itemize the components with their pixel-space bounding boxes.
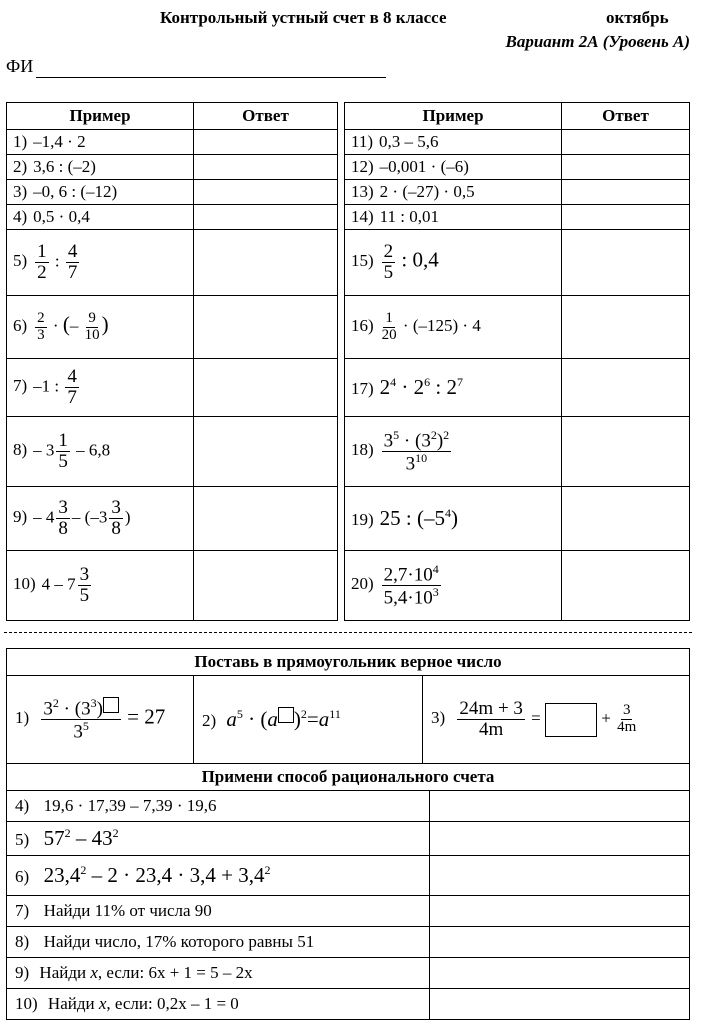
rational-task-7: 7) Найди 11% от числа 90 [7,896,430,927]
fill-task-1: 1) $\frac{3^2 \cdot (3^3)}{3^5}$ = 27 [7,676,194,764]
rational-answer-7[interactable] [430,896,690,927]
answer-header: Ответ [562,103,690,130]
variant-label: Вариант 2А (Уровень А) [505,32,690,51]
answer-cell-19[interactable] [562,487,690,551]
problem-1: 1) –1,4 · 2 [7,130,194,155]
rational-answer-8[interactable] [430,927,690,958]
example-header: Пример [345,103,562,130]
rational-task-4: 4) 19,6 · 17,39 – 7,39 · 19,6 [7,791,430,822]
answer-cell-1[interactable] [194,130,338,155]
answer-box[interactable] [545,703,597,737]
answer-cell-10[interactable] [194,551,338,621]
rational-table [6,790,690,1020]
answer-cell-6[interactable] [194,296,338,359]
answer-cell-8[interactable] [194,417,338,487]
fill-task-2: 2) $a^5 \cdot (a$ )$^2=a^{11}$ [194,676,423,764]
rational-task-10: 10) Найди x, если: 0,2x – 1 = 0 [7,989,430,1020]
fill-section-title: Поставь в прямоугольник верное число [7,649,690,676]
problem-8: 8) – 3 $\frac{1}{5}$ – 6,8 [7,417,194,487]
answer-cell-17[interactable] [562,359,690,417]
worksheet-title: Контрольный устный счет в 8 классе [160,8,447,27]
answer-cell-12[interactable] [562,155,690,180]
left-problems-table [6,102,338,621]
answer-cell-5[interactable] [194,230,338,296]
name-field[interactable] [36,77,386,78]
cut-line [4,632,692,633]
problem-10: 10) 4 – 7 $\frac{3}{5}$ [7,551,194,621]
blank-box[interactable] [278,707,294,723]
rational-answer-4[interactable] [430,791,690,822]
rational-answer-6[interactable] [430,856,690,896]
problem-12: 12) –0,001 · (–6) [345,155,562,180]
answer-cell-14[interactable] [562,205,690,230]
rational-task-8: 8) Найди число, 17% которого равны 51 [7,927,430,958]
example-header: Пример [7,103,194,130]
problem-18: 18) $\frac{3^5 \cdot (3^2)^2}{3^{10}}$ [345,417,562,487]
rational-task-9: 9) Найди x, если: 6x + 1 = 5 – 2x [7,958,430,989]
rational-answer-9[interactable] [430,958,690,989]
answer-cell-16[interactable] [562,296,690,359]
problem-13: 13) 2 · (–27) · 0,5 [345,180,562,205]
fill-task-3: 3) $\frac{24m + 3}{4m}$ = + $\frac{3}{4m}$ [423,676,690,764]
rational-task-6: 6) $23,4^2 - 2 \cdot 23,4 \cdot 3,4 + 3,4^2$ [7,856,430,896]
answer-cell-9[interactable] [194,487,338,551]
tasks-table [6,648,690,791]
problem-9: 9) – 4 $\frac{3}{8}$ – (–3 $\frac{3}{8}$ ) [7,487,194,551]
problem-3: 3) –0, 6 : (–12) [7,180,194,205]
problem-7: 7) –1 : $\frac{4}{7}$ [7,359,194,417]
rational-task-5: 5) $57^2 - 43^2$ [7,822,430,856]
problem-19: 19) 25 : $(-5^4)$ [345,487,562,551]
problem-15: 15) $\frac{2}{5}$ : 0,4 [345,230,562,296]
rational-answer-5[interactable] [430,822,690,856]
problem-5: 5) $\frac{1}{2}$ : $\frac{4}{7}$ [7,230,194,296]
answer-header: Ответ [194,103,338,130]
answer-cell-20[interactable] [562,551,690,621]
problem-4: 4) 0,5 · 0,4 [7,205,194,230]
answer-cell-15[interactable] [562,230,690,296]
name-label: ФИ [6,56,34,76]
rational-section-title: Примени способ рационального счета [7,764,690,791]
problem-16: 16) $\frac{1}{20}$ · (–125) · 4 [345,296,562,359]
problem-6: 6) $\frac{2}{3}$ · (– $\frac{9}{10}$ ) [7,296,194,359]
month-label: октябрь [606,8,669,27]
problem-17: 17) $2^4 \cdot 2^6$ : $2^7$ [345,359,562,417]
problem-2: 2) 3,6 : (–2) [7,155,194,180]
answer-cell-11[interactable] [562,130,690,155]
problem-14: 14) 11 : 0,01 [345,205,562,230]
answer-cell-18[interactable] [562,417,690,487]
blank-box[interactable] [103,697,119,713]
answer-cell-4[interactable] [194,205,338,230]
problem-20: 20) $\frac{2,7\cdot 10^4}{5,4\cdot 10^3}$ [345,551,562,621]
problem-11: 11) 0,3 – 5,6 [345,130,562,155]
answer-cell-7[interactable] [194,359,338,417]
answer-cell-2[interactable] [194,155,338,180]
rational-answer-10[interactable] [430,989,690,1020]
answer-cell-13[interactable] [562,180,690,205]
right-problems-table [344,102,690,621]
answer-cell-3[interactable] [194,180,338,205]
